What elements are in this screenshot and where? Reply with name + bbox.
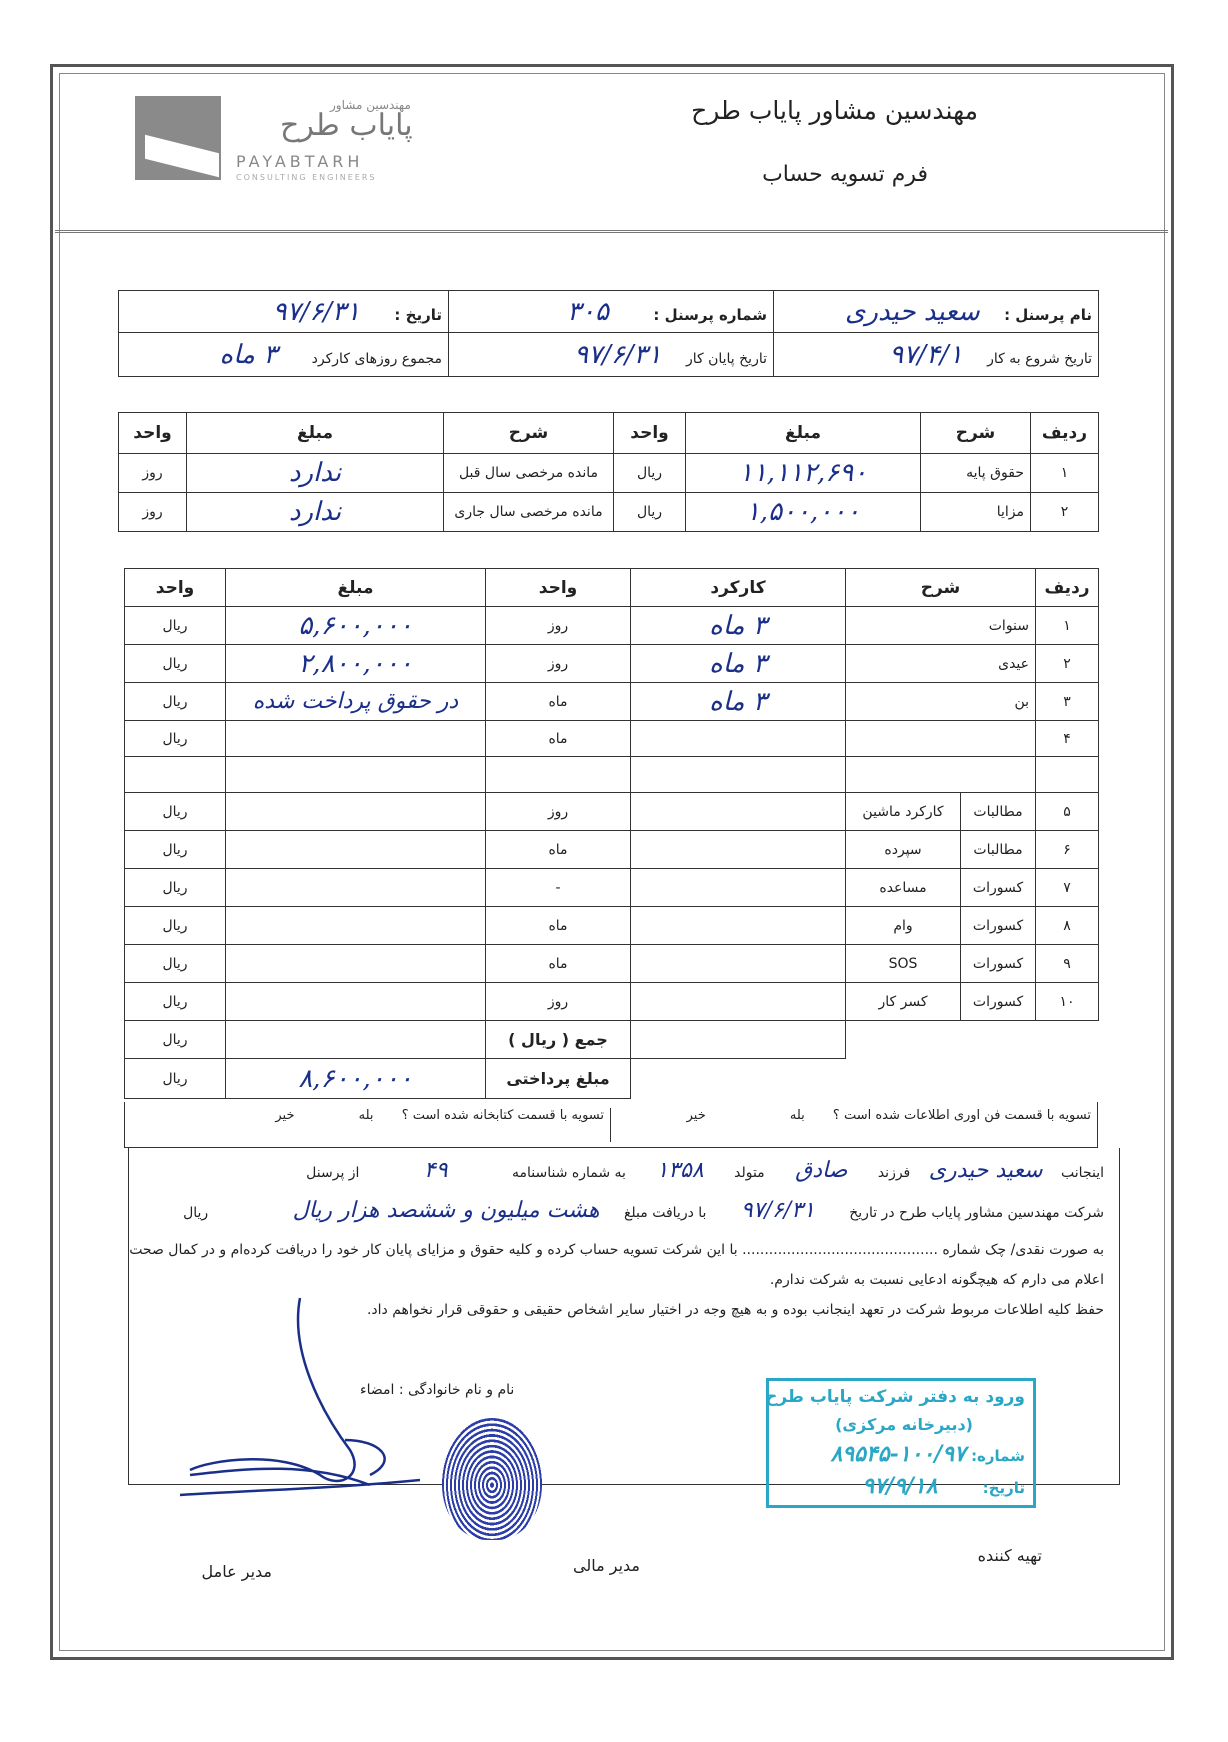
cell-desc [846, 757, 1036, 793]
cell-unit-2: ریال [125, 983, 226, 1021]
cell-desc: کارکرد ماشین [846, 793, 961, 831]
personnel-info-table [118, 290, 1099, 377]
company-logo-icon [135, 96, 221, 180]
cell-unit: روز [486, 645, 631, 683]
cell-amount: ۱,۵۰۰,۰۰۰ [686, 493, 921, 532]
cell-no: ۲ [1036, 645, 1099, 683]
cell-unit-2: روز [119, 454, 187, 493]
father-name: صادق [795, 1158, 848, 1183]
cell-no: ۶ [1036, 831, 1099, 869]
total-days-value: ۳ ماه [219, 339, 278, 370]
personnel-no-cell [449, 291, 774, 333]
cell-amount [226, 721, 486, 757]
cell-desc-2: مانده مرخصی سال جاری [444, 493, 614, 532]
settle-header-row-no: ردیف [1036, 569, 1099, 607]
cell-no: ۱ [1036, 607, 1099, 645]
fingerprint-icon [442, 1418, 542, 1540]
it-no[interactable]: خیر [686, 1108, 706, 1123]
table-row [119, 493, 1099, 532]
cell-work [631, 945, 846, 983]
cell-no [1036, 757, 1099, 793]
table-row [125, 607, 1099, 645]
settlement-questions [124, 1102, 1098, 1148]
declaration-line-2: شرکت مهندسین مشاور پایاب طرح در تاریخ ۹۷/۶/۳۱ با دریافت مبلغ هشت میلیون و ششصد هزار ریال ریال [183, 1198, 1104, 1223]
cell-desc: کسر کار [846, 983, 961, 1021]
cell-amount: ۱۱,۱۱۲,۶۹۰ [686, 454, 921, 493]
cell-unit: - [486, 869, 631, 907]
salary-header-desc-2: شرح [444, 413, 614, 454]
cell-unit-2 [125, 757, 226, 793]
salary-header-unit-2: واحد [119, 413, 187, 454]
cell-unit-2: ریال [125, 645, 226, 683]
declaration-line-1: اینجانب سعید حیدری فرزند صادق متولد ۱۳۵۸ به شماره شناسنامه ۴۹ از پرسنل [306, 1158, 1104, 1183]
cell-work [631, 983, 846, 1021]
start-date-cell [774, 333, 1099, 377]
total-unit: ریال [125, 1021, 226, 1059]
cell-amount [226, 757, 486, 793]
table-row [125, 983, 1099, 1021]
library-no[interactable]: خیر [275, 1108, 295, 1123]
cell-desc: SOS [846, 945, 961, 983]
table-row [125, 721, 1099, 757]
cell-work [631, 907, 846, 945]
cell-amount: ۵,۶۰۰,۰۰۰ [226, 607, 486, 645]
it-question: تسویه با قسمت فن اوری اطلاعات شده است ؟ [832, 1108, 1091, 1123]
stamp-date-value: ۹۷/۹/۱۸ [862, 1473, 938, 1499]
total-row [125, 1021, 1099, 1059]
total-label: جمع ( ریال ) [486, 1021, 631, 1059]
cell-unit-2: ریال [125, 831, 226, 869]
it-yes[interactable]: بله [789, 1108, 805, 1123]
cell-amount [226, 793, 486, 831]
name-cell [774, 291, 1099, 333]
cell-amount [226, 945, 486, 983]
cell-no: ۲ [1031, 493, 1099, 532]
total-days-label: مجموع روزهای کارکرد [311, 350, 442, 367]
settle-header-work: کارکرد [631, 569, 846, 607]
cell-desc: بن [846, 683, 1036, 721]
ceo-label: مدیر عامل [201, 1562, 272, 1581]
cell-unit: ماه [486, 945, 631, 983]
birth-year: ۱۳۵۸ [656, 1158, 704, 1183]
settle-header-amount: مبلغ [226, 569, 486, 607]
settle-header-unit-2: واحد [125, 569, 226, 607]
cell-category: کسورات [961, 869, 1036, 907]
prepared-by-label: تهیه کننده [977, 1546, 1042, 1565]
cell-work [631, 831, 846, 869]
cell-work [631, 721, 846, 757]
library-question: تسویه با قسمت کتابخانه شده است ؟ [401, 1108, 604, 1123]
cell-unit: ریال [614, 493, 686, 532]
cell-desc: مزایا [921, 493, 1031, 532]
cell-amount-2: ندارد [187, 454, 444, 493]
cell-amount [226, 983, 486, 1021]
cell-desc: عیدی [846, 645, 1036, 683]
paid-unit: ریال [125, 1059, 226, 1099]
table-row [125, 793, 1099, 831]
settle-header-unit: واحد [486, 569, 631, 607]
settlement-table [124, 568, 1099, 1099]
name-value: سعید حیدری [845, 296, 980, 327]
salary-header-desc: شرح [921, 413, 1031, 454]
end-date-label: تاریخ پایان کار [685, 350, 767, 367]
cell-unit-2: ریال [125, 721, 226, 757]
cell-desc [846, 721, 1036, 757]
cell-amount [226, 869, 486, 907]
cell-desc: حقوق پایه [921, 454, 1031, 493]
settle-header-desc: شرح [846, 569, 1036, 607]
settlement-date: ۹۷/۶/۳۱ [740, 1198, 815, 1223]
declaration-line-5: حفظ کلیه اطلاعات مربوط شرکت در تعهد اینجانب بوده و به هیچ وجه در اختیار سایر اشخاص حقیقی و حقوقی قرار نخواهم داد. [366, 1302, 1104, 1318]
cell-unit: ریال [614, 454, 686, 493]
logo-subtitle-en: CONSULTING ENGINEERS [236, 173, 377, 182]
cell-unit-2: ریال [125, 793, 226, 831]
cell-desc: مساعده [846, 869, 961, 907]
total-days-cell [119, 333, 449, 377]
table-row [119, 454, 1099, 493]
table-row-blank [125, 757, 1099, 793]
table-row [125, 645, 1099, 683]
cell-unit: روز [486, 983, 631, 1021]
personnel-no-label: شماره پرسنل : [653, 305, 767, 324]
cell-unit [486, 757, 631, 793]
cell-work: ۳ ماه [631, 607, 846, 645]
cell-category: کسورات [961, 907, 1036, 945]
table-row [125, 683, 1099, 721]
cell-unit: روز [486, 793, 631, 831]
salary-header-amount-2: مبلغ [187, 413, 444, 454]
cell-no: ۱۰ [1036, 983, 1099, 1021]
cell-amount [226, 831, 486, 869]
cell-category: مطالبات [961, 831, 1036, 869]
signature-label: نام و نام خانوادگی : امضاء [360, 1382, 515, 1398]
cell-no: ۷ [1036, 869, 1099, 907]
cell-unit-2: ریال [125, 683, 226, 721]
cell-unit-2: روز [119, 493, 187, 532]
cell-amount-2: ندارد [187, 493, 444, 532]
paid-value: ۸,۶۰۰,۰۰۰ [226, 1059, 486, 1099]
cell-desc-2: مانده مرخصی سال قبل [444, 454, 614, 493]
cell-unit: روز [486, 607, 631, 645]
cell-unit-2: ریال [125, 907, 226, 945]
table-row [125, 907, 1099, 945]
cell-no: ۹ [1036, 945, 1099, 983]
cell-work [631, 869, 846, 907]
cell-amount [226, 907, 486, 945]
library-yes[interactable]: بله [358, 1108, 374, 1123]
total-amount [226, 1021, 486, 1059]
cell-unit-2: ریال [125, 607, 226, 645]
finance-manager-label: مدیر مالی [573, 1556, 640, 1575]
cell-desc: سپرده [846, 831, 961, 869]
cell-work [631, 757, 846, 793]
company-title: مهندسین مشاور پایاب طرح [691, 96, 978, 125]
cell-desc: سنوات [846, 607, 1036, 645]
table-row [125, 945, 1099, 983]
salary-table [118, 412, 1099, 532]
name-label: نام پرسنل : [1004, 305, 1092, 324]
stamp-line-2: (دبیرخانه مرکزی) [835, 1415, 973, 1434]
stamp-number-value: ۱۰۰/۹۷-۸۹۵۴۵ [830, 1441, 966, 1467]
form-title: فرم تسویه حساب [762, 162, 928, 187]
cell-work: ۳ ماه [631, 683, 846, 721]
cell-category: مطالبات [961, 793, 1036, 831]
cell-no: ۱ [1031, 454, 1099, 493]
end-date-value: ۹۷/۶/۳۱ [574, 339, 662, 370]
table-row [125, 831, 1099, 869]
cell-no: ۳ [1036, 683, 1099, 721]
logo-text-en: PAYABTARH [236, 152, 364, 171]
personnel-no-value: ۳۰۵ [567, 296, 609, 327]
cell-unit: ماه [486, 721, 631, 757]
cell-amount: در حقوق پرداخت شده [226, 683, 486, 721]
salary-header-amount: مبلغ [686, 413, 921, 454]
cell-unit-2: ریال [125, 869, 226, 907]
start-date-label: تاریخ شروع به کار [987, 350, 1092, 367]
cell-no: ۵ [1036, 793, 1099, 831]
amount-in-words: هشت میلیون و ششصد هزار ریال [292, 1198, 600, 1223]
date-value: ۹۷/۶/۳۱ [272, 296, 360, 327]
declaration-line-3: به صورت نقدی/ چک شماره ............................................ با این شرکت تسویه حساب کرده و کلیه حقوق و مزایای پایان کار خود را دریافت کرده‌ام و در کمال صحت [129, 1242, 1104, 1258]
logo-text-fa: پایاب طرح [280, 108, 413, 143]
declarant-name: سعید حیدری [928, 1158, 1043, 1183]
cell-work: ۳ ماه [631, 645, 846, 683]
stamp-date-label: تاریخ: [982, 1479, 1025, 1497]
cell-unit-2: ریال [125, 945, 226, 983]
cell-work [631, 793, 846, 831]
cell-category: کسورات [961, 983, 1036, 1021]
cell-unit: ماه [486, 831, 631, 869]
signature-icon [170, 1290, 470, 1520]
cell-desc: وام [846, 907, 961, 945]
table-row [125, 869, 1099, 907]
paid-label: مبلغ پرداختی [486, 1059, 631, 1099]
cell-category: کسورات [961, 945, 1036, 983]
start-date-value: ۹۷/۴/۱ [889, 339, 963, 370]
cell-unit: ماه [486, 907, 631, 945]
end-date-cell [449, 333, 774, 377]
salary-header-unit: واحد [614, 413, 686, 454]
paid-row [125, 1059, 1099, 1099]
cell-unit: ماه [486, 683, 631, 721]
stamp-number-label: شماره: [971, 1447, 1025, 1465]
registration-stamp [766, 1378, 1036, 1508]
date-label: تاریخ : [394, 305, 442, 324]
id-number: ۴۹ [423, 1158, 448, 1183]
cell-no: ۸ [1036, 907, 1099, 945]
form-header [55, 70, 1168, 233]
logo-subtitle-fa: مهندسین مشاور [330, 98, 411, 112]
cell-amount: ۲,۸۰۰,۰۰۰ [226, 645, 486, 683]
declaration-line-4: اعلام می دارم که هیچگونه ادعایی نسبت به شرکت ندارم. [769, 1272, 1104, 1288]
stamp-line-1: ورود به دفتر شرکت پایاب طرح [765, 1387, 1025, 1407]
date-cell [119, 291, 449, 333]
salary-header-row-no: ردیف [1031, 413, 1099, 454]
cell-no: ۴ [1036, 721, 1099, 757]
